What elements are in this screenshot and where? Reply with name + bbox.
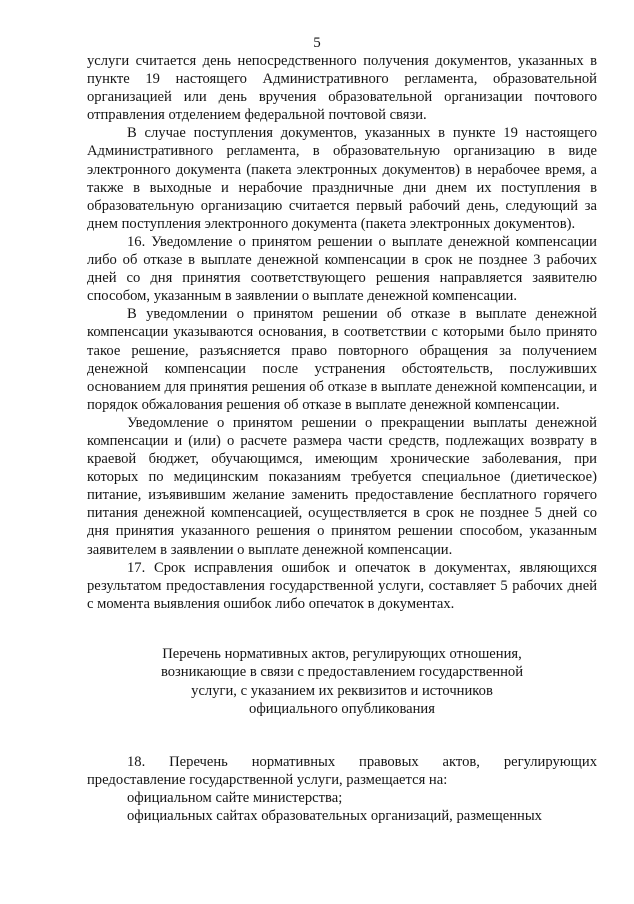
paragraph-termination-notification: Уведомление о принятом решении о прекращении выплаты денежной компенсации и (или) о расчете размера части средств, подлежащих возврату в краевой бюджет, обучающимся, имеющим хронические заболевания, при которых по медицинским показаниям требуется специальное (диетическое) питание, изъявившим желание заменить предоставление бесплатного горячего питания денежной компенсацией, осуществляется в срок не позднее 5 дней со дня принятия указанного решения о принятом решении способом, указанным заявителем в заявлении о выплате денежной компенсации.	[87, 414, 597, 558]
section-heading-line: возникающие в связи с предоставлением государственной	[160, 664, 524, 681]
paragraph-refusal-notification: В уведомлении о принятом решении об отказе в выплате денежной компенсации указываются основания, в соответствии с которыми было принято такое решение, разъясняется право повторного обращения за получением денежной компенсации после устранения обстоятельств, послуживших основанием для принятия решения об отказе в выплате денежной компенсации, и порядок обжалования решения об отказе в выплате денежной компенсации.	[87, 306, 597, 413]
paragraph-17-error-correction: 17. Срок исправления ошибок и опечаток в документах, являющихся результатом предоставления государственной услуги, составляет 5 рабочих дней с момента выявления ошибок либо опечаток в документах.	[87, 559, 597, 612]
document-body	[87, 52, 597, 825]
section-heading	[87, 645, 597, 719]
section-heading-line: Перечень нормативных актов, регулирующих отношения,	[162, 645, 522, 662]
paragraph-organization-sites: официальных сайтах образовательных организаций, размещенных	[127, 808, 542, 825]
section-heading-line: официального опубликования	[249, 701, 435, 718]
section-heading-line: услуги, с указанием их реквизитов и источников	[191, 682, 493, 699]
paragraph-electronic-documents: В случае поступления документов, указанных в пункте 19 настоящего Административного регламента, в образовательную организацию в виде электронного документа (пакета электронных документов) в нерабочее время, а также в выходные и нерабочие праздничные дни днем их поступления в образовательную организацию считается первый рабочий день, следующий за днем поступления электронного документа (пакета электронных документов).	[87, 125, 597, 232]
page-number: 5	[313, 35, 321, 51]
paragraph-16-notification: 16. Уведомление о принятом решении о выплате денежной компенсации либо об отказе в выплате денежной компенсации в срок не позднее 3 рабочих дней со дня принятия соответствующего решения направляется заявителю способом, указанным в заявлении о выплате денежной компенсации.	[87, 233, 597, 305]
paragraph-receipt-date-continued: услуги считается день непосредственного получения документов, указанных в пункте 19 настоящего Административного регламента, образовательной организацией или день вручения образовательной организации почтового отправления отделением федеральной почтовой связи.	[87, 53, 597, 124]
paragraph-18-legal-acts: 18. Перечень нормативных правовых актов, регулирующих предоставление государственной услуги, размещается на:	[87, 753, 597, 788]
paragraph-ministry-site: официальном сайте министерства;	[127, 790, 343, 807]
